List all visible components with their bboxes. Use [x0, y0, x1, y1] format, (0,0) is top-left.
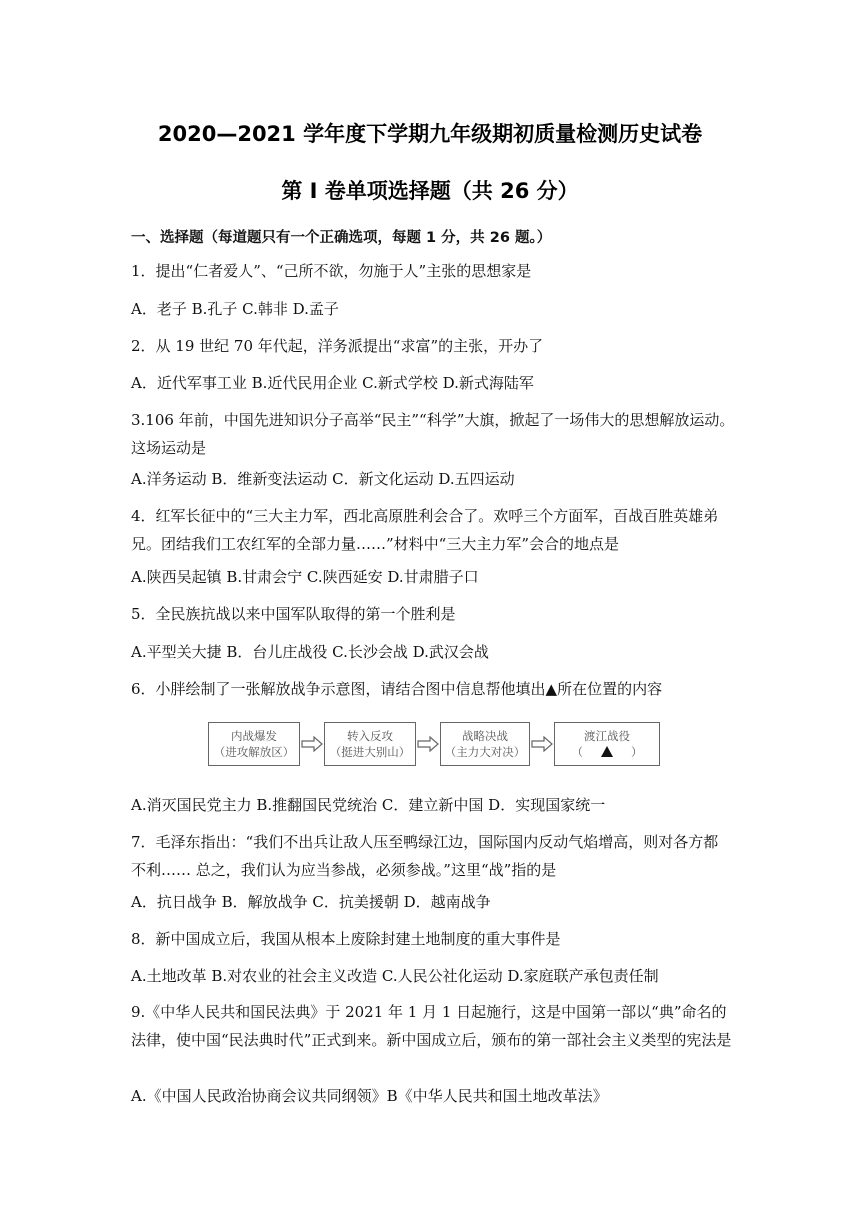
- question-8: 8．新中国成立后，我国从根本上废除封建土地制度的重大事件是: [131, 930, 561, 948]
- paren-right: ）: [631, 745, 643, 759]
- flow-box-3-title: 战略决战: [462, 729, 508, 743]
- triangle-icon: [601, 746, 613, 757]
- question-4-options: A.陕西吴起镇 B.甘肃会宁 C.陕西延安 D.甘肃腊子口: [131, 568, 479, 586]
- flow-box-2-title: 转入反攻: [347, 729, 393, 743]
- war-flow-diagram: [208, 722, 660, 770]
- question-6: 6．小胖绘制了一张解放战争示意图，请结合图中信息帮他填出▲所在位置的内容: [131, 680, 663, 698]
- flow-box-2: [324, 722, 416, 766]
- question-4: 4．红军长征中的“三大主力军，西北高原胜利会合了。欢呼三个方面军，百战百胜英雄弟兄。团结我们工农红军的全部力量……”材料中“三大主力军”会合的地点是: [131, 507, 719, 553]
- question-7-options: A．抗日战争 B．解放战争 C．抗美援朝 D．越南战争: [131, 893, 491, 911]
- arrow-right-icon: [301, 736, 323, 752]
- arrow-right-icon: [531, 736, 553, 752]
- question-7: 7．毛泽东指出：“我们不出兵让敌人压至鸭绿江边，国际国内反动气焰增高，则对各方都 不利…… 总之，我们认为应当参战，必须参战。”这里“战”指的是: [131, 833, 719, 879]
- paren-left: （: [571, 745, 583, 759]
- question-3-options: A.洋务运动 B．维新变法运动 C．新文化运动 D.五四运动: [131, 470, 515, 488]
- flow-box-1: [208, 722, 300, 766]
- flow-box-4: [554, 722, 660, 766]
- exam-title: 2020—2021 学年度下学期九年级期初质量检测历史试卷: [157, 122, 703, 146]
- question-8-options: A.土地改革 B.对农业的社会主义改造 C.人民公社化运动 D.家庭联产承包责任制: [131, 967, 659, 985]
- flow-box-2-sub: （挺进大别山）: [329, 745, 411, 759]
- question-1-options: A．老子 B.孔子 C.韩非 D.孟子: [131, 300, 339, 318]
- flow-box-3: [440, 722, 530, 766]
- flow-box-4-blank: [555, 744, 659, 760]
- question-3: 3.106 年前，中国先进知识分子高举“民主”“科学”大旗，掀起了一场伟大的思想解放运动。这场运动是: [131, 411, 735, 457]
- flow-box-3-sub: （主力大对决）: [444, 745, 526, 759]
- flow-box-1-sub: （进攻解放区）: [213, 745, 295, 759]
- question-1: 1．提出“仁者爱人”、“己所不欲，勿施于人”主张的思想家是: [131, 262, 532, 280]
- arrow-right-icon: [417, 736, 439, 752]
- question-6-options: A.消灭国民党主力 B.推翻国民党统治 C．建立新中国 D．实现国家统一: [131, 796, 606, 814]
- question-2: 2．从 19 世纪 70 年代起，洋务派提出“求富”的主张，开办了: [131, 337, 544, 355]
- exam-subtitle: 第 I 卷单项选择题（共 26 分）: [281, 179, 579, 203]
- flow-box-1-title: 内战爆发: [231, 729, 277, 743]
- question-9: 9.《中华人民共和国民法典》于 2021 年 1 月 1 日起施行，这是中国第一部以“典”命名的法律，使中国“民法典时代”正式到来。新中国成立后，颁布的第一部社会主义类型的宪法是: [131, 1003, 732, 1049]
- section-heading: 一、选择题（每道题只有一个正确选项，每题 1 分，共 26 题。）: [131, 230, 552, 246]
- flow-box-4-title: 渡江战役: [584, 729, 630, 743]
- question-2-options: A．近代军事工业 B.近代民用企业 C.新式学校 D.新式海陆军: [131, 374, 534, 392]
- question-9-options: A.《中国人民政治协商会议共同纲领》B《中华人民共和国土地改革法》: [131, 1087, 608, 1105]
- question-5: 5．全民族抗战以来中国军队取得的第一个胜利是: [131, 605, 456, 623]
- question-5-options: A.平型关大捷 B．台儿庄战役 C.长沙会战 D.武汉会战: [131, 643, 489, 661]
